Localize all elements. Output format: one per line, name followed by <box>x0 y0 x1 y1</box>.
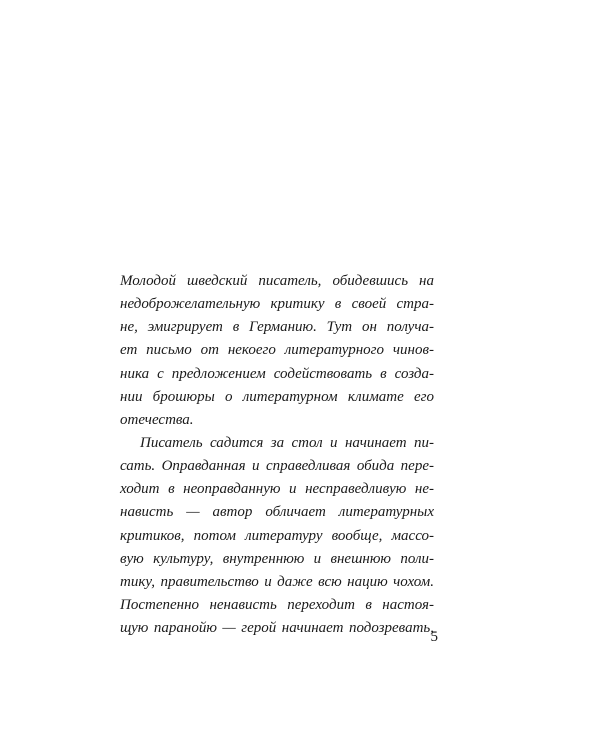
text-line: отечества. <box>120 411 194 428</box>
text-line: щую паранойю — герой начинает подозревать, <box>120 620 434 637</box>
text-line: сать. Оправданная и справедливая обида пере- <box>120 458 434 475</box>
text-line: критиков, потом литературу вообще, массо- <box>120 527 434 544</box>
text-line: Постепенно ненависть переходит в настоя- <box>120 596 434 613</box>
text-line: не, эмигрирует в Германию. Тут он получа- <box>120 319 434 336</box>
text-line: недоброжелательную критику в своей стра- <box>120 296 434 313</box>
text-line: ходит в неоправданную и несправедливую не- <box>120 481 434 498</box>
text-line: Молодой шведский писатель, обидевшись на <box>120 273 434 289</box>
text-line: ет письмо от некоего литературного чинов- <box>120 342 434 359</box>
text-line: нии брошюры о литературном климате его <box>120 388 434 405</box>
text-line: ника с предложением содействовать в созда- <box>120 365 434 382</box>
body-text <box>120 270 434 640</box>
text-line: тику, правительство и даже всю нацию чохом. <box>120 573 434 590</box>
text-line: вую культуру, внутреннюю и внешнюю поли- <box>120 550 434 567</box>
text-line: Писатель садится за стол и начинает пи- <box>140 434 434 451</box>
page-number: 5 <box>430 629 438 645</box>
text-line: нависть — автор обличает литературных <box>120 504 434 521</box>
